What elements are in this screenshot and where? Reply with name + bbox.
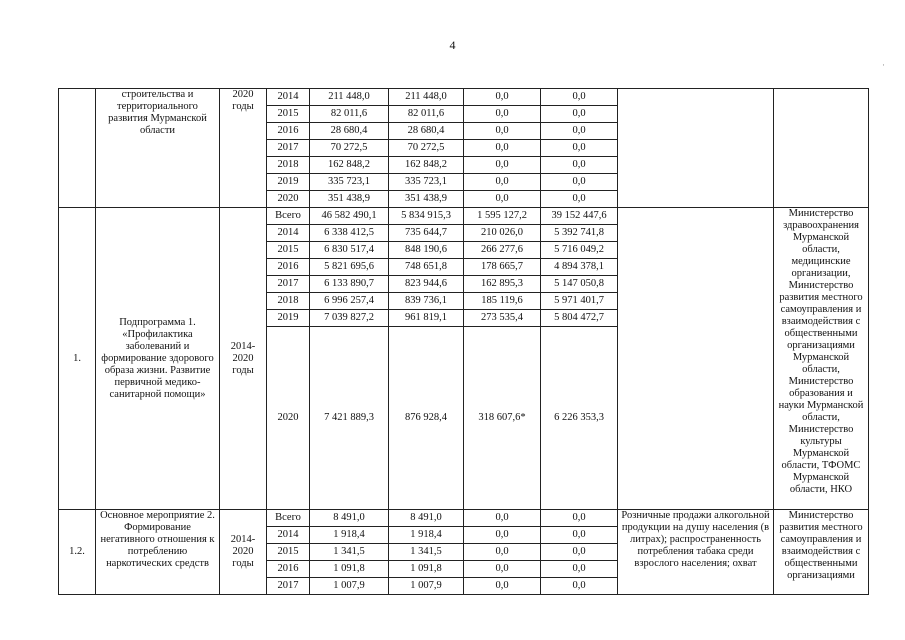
- regional-cell: 335 723,1: [389, 174, 464, 191]
- federal-cell: 0,0: [464, 157, 541, 174]
- total-cell: 46 582 490,1: [310, 208, 389, 225]
- total-cell: 6 338 412,5: [310, 225, 389, 242]
- federal-cell: 185 119,6: [464, 293, 541, 310]
- period-cell: 2014-2020 годы: [220, 510, 267, 595]
- table-row: [59, 89, 869, 106]
- year-cell: 2019: [267, 310, 310, 327]
- federal-cell: 0,0: [464, 527, 541, 544]
- regional-cell: 1 918,4: [389, 527, 464, 544]
- other-cell: 0,0: [541, 89, 618, 106]
- federal-cell: 0,0: [464, 544, 541, 561]
- federal-cell: 0,0: [464, 578, 541, 595]
- other-cell: 5 804 472,7: [541, 310, 618, 327]
- total-cell: 6 996 257,4: [310, 293, 389, 310]
- regional-cell: 748 651,8: [389, 259, 464, 276]
- federal-cell: 0,0: [464, 89, 541, 106]
- total-cell: 1 007,9: [310, 578, 389, 595]
- federal-cell: 162 895,3: [464, 276, 541, 293]
- federal-cell: 0,0: [464, 140, 541, 157]
- total-cell: 1 918,4: [310, 527, 389, 544]
- regional-cell: 961 819,1: [389, 310, 464, 327]
- num-cell: [59, 89, 96, 208]
- other-cell: 5 147 050,8: [541, 276, 618, 293]
- other-cell: 0,0: [541, 174, 618, 191]
- regional-cell: 876 928,4: [389, 327, 464, 510]
- year-cell: 2017: [267, 276, 310, 293]
- year-cell: 2019: [267, 174, 310, 191]
- measure-name: строительства и территориального развития Мурманской области: [96, 89, 220, 208]
- other-cell: 0,0: [541, 544, 618, 561]
- regional-cell: 848 190,6: [389, 242, 464, 259]
- other-cell: 0,0: [541, 140, 618, 157]
- year-cell: 2020: [267, 327, 310, 510]
- other-cell: 0,0: [541, 510, 618, 527]
- other-cell: 0,0: [541, 527, 618, 544]
- regional-cell: 735 644,7: [389, 225, 464, 242]
- total-cell: 211 448,0: [310, 89, 389, 106]
- year-cell: 2014: [267, 225, 310, 242]
- regional-cell: 70 272,5: [389, 140, 464, 157]
- year-cell: 2016: [267, 259, 310, 276]
- regional-cell: 28 680,4: [389, 123, 464, 140]
- total-cell: 7 421 889,3: [310, 327, 389, 510]
- margin-mark: ·: [882, 60, 885, 70]
- total-cell: 28 680,4: [310, 123, 389, 140]
- executors-cell: [774, 89, 869, 208]
- regional-cell: 823 944,6: [389, 276, 464, 293]
- period-cell: 2014-2020 годы: [220, 208, 267, 510]
- year-cell: 2016: [267, 561, 310, 578]
- other-cell: 39 152 447,6: [541, 208, 618, 225]
- other-cell: 0,0: [541, 106, 618, 123]
- year-cell: 2017: [267, 140, 310, 157]
- regional-cell: 82 011,6: [389, 106, 464, 123]
- indicators-cell: [618, 208, 774, 510]
- regional-cell: 839 736,1: [389, 293, 464, 310]
- year-cell: 2015: [267, 242, 310, 259]
- year-cell: 2018: [267, 293, 310, 310]
- year-cell: 2016: [267, 123, 310, 140]
- num-cell: 1.: [59, 208, 96, 510]
- total-cell: 5 821 695,6: [310, 259, 389, 276]
- total-cell: 162 848,2: [310, 157, 389, 174]
- year-cell: 2018: [267, 157, 310, 174]
- other-cell: 0,0: [541, 157, 618, 174]
- period-cell: 2020 годы: [220, 89, 267, 208]
- year-cell: 2015: [267, 106, 310, 123]
- total-cell: 70 272,5: [310, 140, 389, 157]
- table-row: [59, 208, 869, 225]
- regional-cell: 351 438,9: [389, 191, 464, 208]
- other-cell: 5 971 401,7: [541, 293, 618, 310]
- measure-name: Подпрограмма 1. «Профилактика заболеваний и формирование здорового образа жизни. Развитие первичной медико-санитарной помощи»: [96, 208, 220, 510]
- regional-cell: 5 834 915,3: [389, 208, 464, 225]
- indicators-cell: Розничные продажи алкогольной продукции на душу населения (в литрах); распространенность потребления табака среди взрослого населения; охват: [618, 510, 774, 595]
- year-cell: 2017: [267, 578, 310, 595]
- year-cell: 2014: [267, 89, 310, 106]
- other-cell: 0,0: [541, 561, 618, 578]
- total-cell: 1 091,8: [310, 561, 389, 578]
- other-cell: 5 392 741,8: [541, 225, 618, 242]
- year-cell: 2014: [267, 527, 310, 544]
- regional-cell: 1 007,9: [389, 578, 464, 595]
- regional-cell: 1 341,5: [389, 544, 464, 561]
- year-cell: 2020: [267, 191, 310, 208]
- federal-cell: 0,0: [464, 174, 541, 191]
- total-cell: 6 133 890,7: [310, 276, 389, 293]
- federal-cell: 273 535,4: [464, 310, 541, 327]
- federal-cell: 266 277,6: [464, 242, 541, 259]
- num-cell: 1.2.: [59, 510, 96, 595]
- other-cell: 5 716 049,2: [541, 242, 618, 259]
- page-number: 4: [449, 38, 456, 52]
- total-cell: 82 011,6: [310, 106, 389, 123]
- regional-cell: 162 848,2: [389, 157, 464, 174]
- other-cell: 0,0: [541, 578, 618, 595]
- federal-cell: 0,0: [464, 191, 541, 208]
- total-cell: 6 830 517,4: [310, 242, 389, 259]
- federal-cell: 0,0: [464, 510, 541, 527]
- table-row: [59, 510, 869, 527]
- year-cell: Всего: [267, 208, 310, 225]
- executors-cell: Министерство здравоохранения Мурманской области, медицинские организации, Министерство развития местного самоуправления и взаимодействия с общественными организациями Мурманской области, Министерство образования и науки Мурманской области, Министерство культуры Мурманской области, ТФОМС Мурманской области, НКО: [774, 208, 869, 510]
- federal-cell: 1 595 127,2: [464, 208, 541, 225]
- year-cell: 2015: [267, 544, 310, 561]
- total-cell: 335 723,1: [310, 174, 389, 191]
- regional-cell: 1 091,8: [389, 561, 464, 578]
- other-cell: 6 226 353,3: [541, 327, 618, 510]
- federal-cell: 0,0: [464, 106, 541, 123]
- federal-cell: 0,0: [464, 123, 541, 140]
- year-cell: Всего: [267, 510, 310, 527]
- other-cell: 0,0: [541, 191, 618, 208]
- other-cell: 0,0: [541, 123, 618, 140]
- federal-cell: 0,0: [464, 561, 541, 578]
- other-cell: 4 894 378,1: [541, 259, 618, 276]
- indicators-cell: [618, 89, 774, 208]
- federal-cell: 210 026,0: [464, 225, 541, 242]
- federal-cell: 178 665,7: [464, 259, 541, 276]
- regional-cell: 211 448,0: [389, 89, 464, 106]
- executors-cell: Министерство развития местного самоуправления и взаимодействия с общественными организациями: [774, 510, 869, 595]
- total-cell: 351 438,9: [310, 191, 389, 208]
- total-cell: 1 341,5: [310, 544, 389, 561]
- budget-table: [58, 88, 869, 595]
- regional-cell: 8 491,0: [389, 510, 464, 527]
- federal-cell: 318 607,6*: [464, 327, 541, 510]
- total-cell: 7 039 827,2: [310, 310, 389, 327]
- measure-name: Основное мероприятие 2. Формирование негативного отношения к потреблению наркотических средств: [96, 510, 220, 595]
- total-cell: 8 491,0: [310, 510, 389, 527]
